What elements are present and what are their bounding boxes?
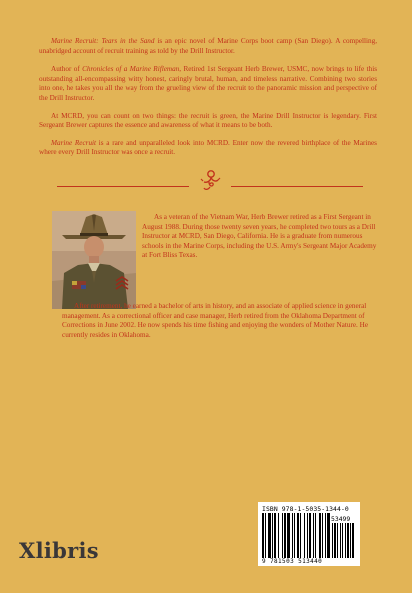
blurb-text: is an epic novel of Marine Corps boot camp (San Diego). A compelling, unabridged account of recruit training as told by the Drill Instructor.	[39, 37, 377, 55]
ornamental-divider	[39, 168, 377, 196]
book-title: Marine Recruit: Tears in the Sand	[51, 37, 155, 45]
blurb-paragraph-2	[39, 65, 377, 103]
bio-paragraph-2: After retirement, he earned a bachelor of arts in history, and an associate of applied science in general management. As a correctional officer and case manager, Herb retired from the Oklahoma Department of Corrections in June 2002. He now spends his time fishing and enjoying the wonders of Mother Nature. He currently resides in Oklahoma.	[62, 302, 369, 339]
blurb-paragraph-3: At MCRD, you can count on two things: the recruit is green, the Marine Drill Instructor is legendary. First Sergeant Brewer captures the essence and awareness of what it means to be both.	[39, 111, 377, 130]
author-bio-second	[62, 302, 378, 340]
synopsis-blurb	[39, 37, 377, 166]
ean-digits: 9 781503 513440	[262, 558, 323, 565]
author-bio-first	[62, 213, 378, 261]
blurb-text: , Retired 1st Sergeant Herb Brewer, USMC, now brings to life this outstanding all-encompassing witty honest, caringly brutal, human, and timeless narrative. Combining two stories into one, he takes you all the way from the grueling view of the recruit to the panoramic mission and perspective of the Drill Instructor.	[39, 65, 377, 102]
blurb-text: is a rare and unparalleled look into MCRD. Enter now the revered birthplace of the Marines where every Drill Instructor was once a recruit.	[39, 138, 377, 157]
divider-rule-right	[231, 186, 363, 187]
isbn-number: ISBN 978-1-5035-1344-0	[262, 505, 349, 513]
publisher-logo: Xlibris	[19, 538, 99, 563]
flourish-ornament-icon	[198, 168, 222, 194]
previous-book-title: Chronicles of a Marine Rifleman	[82, 65, 180, 74]
blurb-text: Author of	[51, 65, 83, 74]
blurb-paragraph-1	[39, 37, 377, 56]
divider-rule-left	[57, 186, 189, 187]
bio-paragraph-1: As a veteran of the Vietnam War, Herb Brewer retired as a First Sergeant in August 1988. During those twenty seven years, he completed two tours as a Drill Instructor at MCRD, San Diego, California. He is a graduate from numerous schools in the Marine Corps, including the U.S. Army's Sergeant Major Academy at Fort Bliss Texas.	[142, 213, 377, 260]
blurb-paragraph-4	[39, 139, 377, 158]
short-book-title: Marine Recruit	[51, 138, 97, 147]
isbn-barcode	[258, 502, 360, 566]
price-code: 53499	[331, 515, 351, 523]
